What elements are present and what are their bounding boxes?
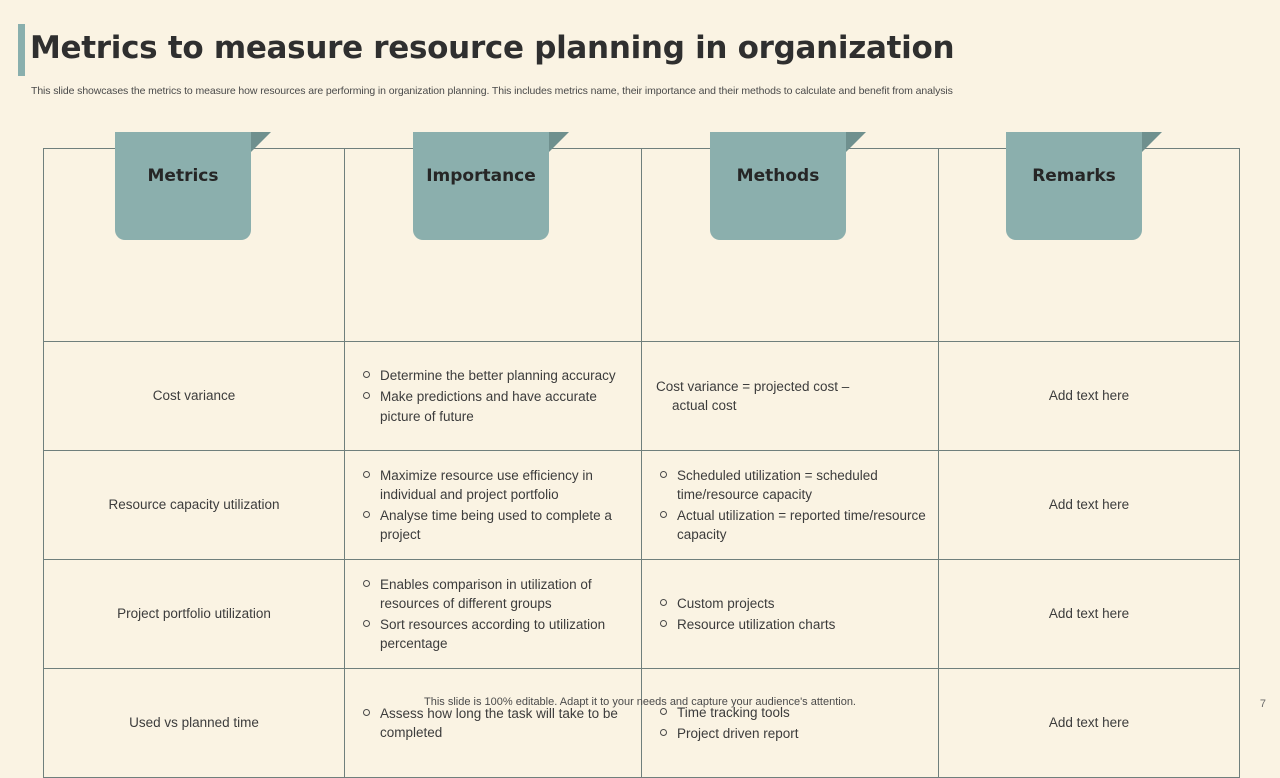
list-item: [660, 724, 928, 743]
cell-metric-3: Project portfolio utilization: [44, 560, 345, 669]
bullet-ring-icon: [363, 709, 370, 716]
list-item: [363, 466, 631, 504]
ribbon-fold-icon: [251, 132, 271, 152]
bullet-ring-icon: [363, 471, 370, 478]
list-item: [363, 387, 631, 425]
list-item-text: Time tracking tools: [677, 704, 790, 720]
bullet-ring-icon: [363, 392, 370, 399]
list-item-text: Enables comparison in utilization of resources of different groups: [380, 576, 592, 611]
cell-remarks-3: Add text here: [939, 560, 1240, 669]
list-item-text: Actual utilization = reported time/resource capacity: [677, 508, 926, 543]
list-item: [660, 466, 928, 504]
cell-importance-4: [345, 669, 642, 778]
bullet-ring-icon: [363, 580, 370, 587]
ribbon-fold-icon: [846, 132, 866, 152]
ribbon-fold-icon: [549, 132, 569, 152]
cell-importance-3: [345, 560, 642, 669]
page-subtitle: This slide showcases the metrics to measure how resources are performing in organization planning. This includes metrics name, their importance and their methods to calculate and benefit from analysis: [31, 85, 953, 97]
list-item: [363, 615, 631, 653]
column-header-tab-importance: [413, 132, 549, 240]
list-item-text: Maximize resource use efficiency in individual and project portfolio: [380, 467, 593, 502]
list-item-text: Resource utilization charts: [677, 617, 836, 632]
list-item-text: Scheduled utilization = scheduled time/resource capacity: [677, 467, 878, 502]
footer-note: This slide is 100% editable. Adapt it to your needs and capture your audience's attention.: [424, 696, 856, 708]
bullet-ring-icon: [660, 511, 667, 518]
cell-remarks-1: Add text here: [939, 342, 1240, 451]
methods-text-line2: actual cost: [672, 398, 737, 413]
column-header-label: Methods: [736, 166, 820, 186]
list-item: [363, 506, 631, 544]
page-title: Metrics to measure resource planning in organization: [30, 30, 955, 66]
list-item-text: Custom projects: [677, 595, 775, 611]
table-row: [44, 669, 1240, 778]
cell-methods-1: [642, 342, 939, 451]
title-accent-bar: [18, 24, 25, 76]
cell-methods-3: [642, 560, 939, 669]
bullet-ring-icon: [660, 620, 667, 627]
list-item-text: Project driven report: [677, 726, 799, 741]
cell-remarks-2: Add text here: [939, 451, 1240, 560]
list-item: [363, 704, 631, 742]
column-header-tab-metrics: [115, 132, 251, 240]
column-header-label: Remarks: [1032, 166, 1116, 186]
bullet-ring-icon: [363, 371, 370, 378]
cell-metric-2: Resource capacity utilization: [44, 451, 345, 560]
cell-methods-4: [642, 669, 939, 778]
column-header-tab-remarks: [1006, 132, 1142, 240]
cell-importance-2: [345, 451, 642, 560]
methods-text-line1: Cost variance = projected cost –: [656, 378, 850, 394]
ribbon-fold-icon: [1142, 132, 1162, 152]
list-item-text: Make predictions and have accurate picture of future: [380, 389, 597, 424]
bullet-ring-icon: [660, 708, 667, 715]
list-item-text: Determine the better planning accuracy: [380, 368, 616, 384]
list-item: [363, 575, 631, 613]
list-item-text: Analyse time being used to complete a project: [380, 508, 612, 543]
table-row: [44, 342, 1240, 451]
table-row: [44, 560, 1240, 669]
table-row: [44, 451, 1240, 560]
column-header-label: Importance: [426, 166, 536, 186]
bullet-ring-icon: [363, 511, 370, 518]
bullet-ring-icon: [363, 620, 370, 627]
column-header-label: Metrics: [147, 166, 219, 186]
list-item: [660, 506, 928, 544]
bullet-ring-icon: [660, 471, 667, 478]
list-item-text: Assess how long the task will take to be completed: [380, 705, 618, 740]
list-item: [660, 615, 928, 634]
bullet-ring-icon: [660, 729, 667, 736]
page-number: 7: [1259, 698, 1266, 710]
cell-metric-1: Cost variance: [44, 342, 345, 451]
list-item: [660, 594, 928, 613]
column-header-tab-methods: [710, 132, 846, 240]
cell-metric-4: Used vs planned time: [44, 669, 345, 778]
cell-remarks-4: Add text here: [939, 669, 1240, 778]
cell-importance-1: [345, 342, 642, 451]
list-item: [363, 366, 631, 385]
cell-methods-2: [642, 451, 939, 560]
bullet-ring-icon: [660, 599, 667, 606]
list-item-text: Sort resources according to utilization percentage: [380, 617, 606, 652]
